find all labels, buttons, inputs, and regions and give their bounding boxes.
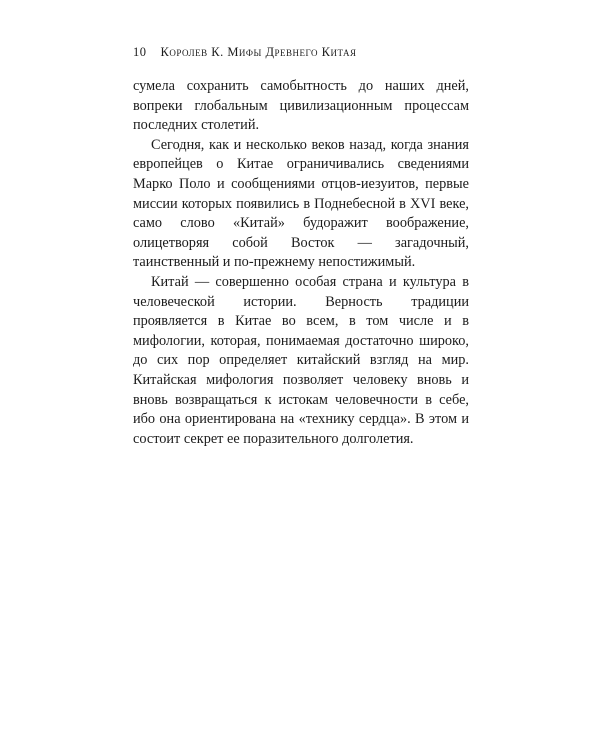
paragraph: Сегодня, как и несколько веков назад, когда знания европейцев о Китае ограничивались сведениями Марко Поло и сообщениями отцов-иезуитов, первые миссии которых появились в Поднебесной в XVI веке, само слово «Китай» будоражит воображение, олицетворяя собой Восток — загадочный, таинственный и по-прежнему непостижимый. bbox=[133, 136, 469, 271]
paragraph-continuation: сумела сохранить самобытность до наших дней, вопреки глобальным цивилизационным процессам последних столетий. bbox=[133, 78, 469, 134]
running-title: Королев К. Мифы Древнего Китая bbox=[160, 45, 357, 59]
body-text bbox=[133, 77, 469, 449]
running-header bbox=[133, 45, 357, 60]
paragraph: Китай — совершенно особая страна и культура в человеческой истории. Верность традиции проявляется в Китае во всем, в том числе и в мифологии, которая, понимаемая достаточно широко, до сих пор определяет китайский взгляд на мир. Китайская мифология позволяет человеку вновь и вновь возвращаться к истокам человечности в себе, ибо она ориентирована на «технику сердца». В этом и состоит секрет ее поразительного долголетия. bbox=[133, 273, 469, 447]
page-number: 10 bbox=[133, 45, 147, 59]
